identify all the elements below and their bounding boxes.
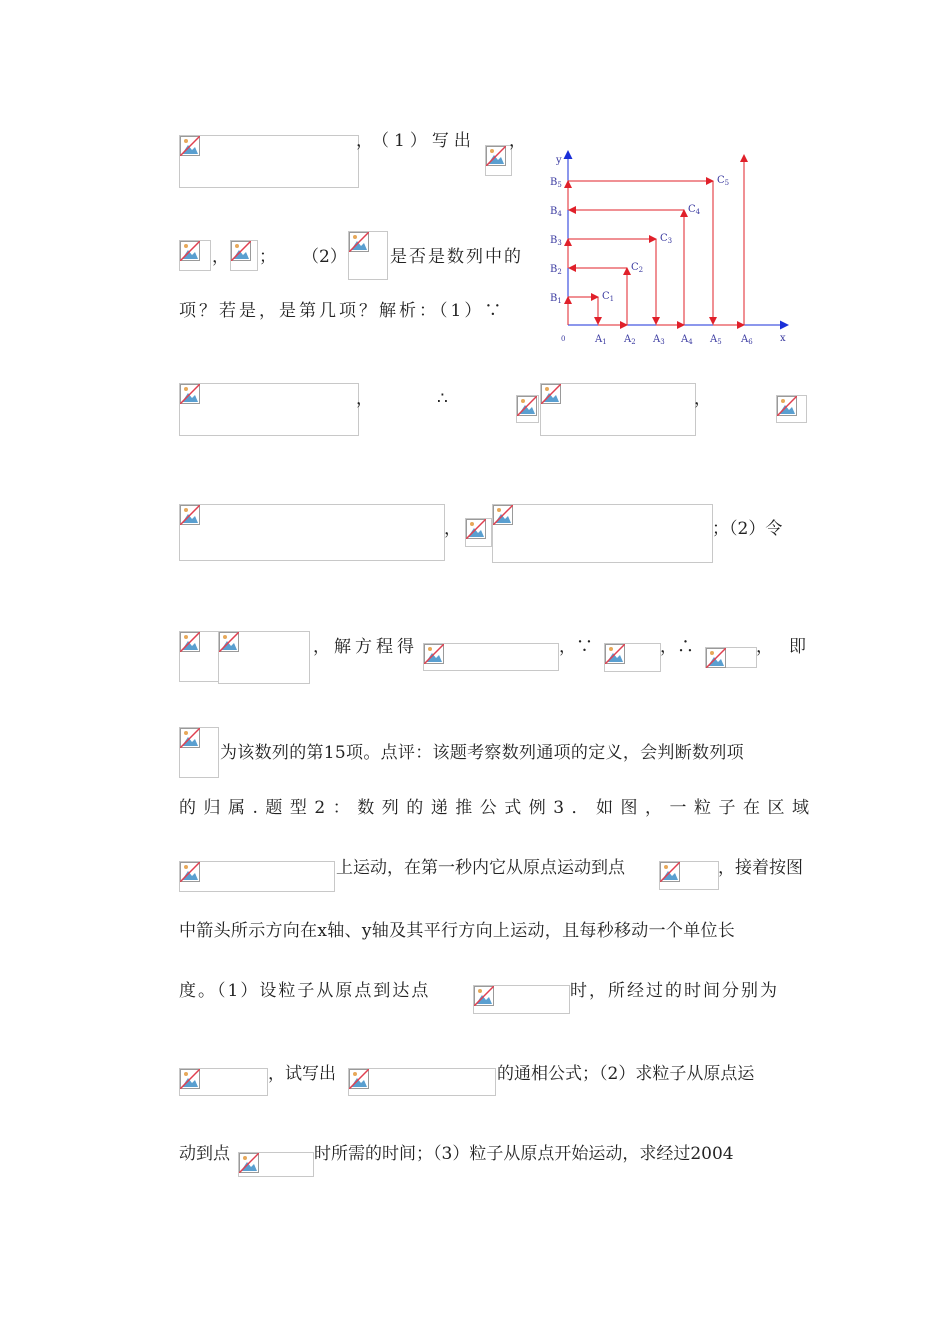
formula-image — [230, 240, 258, 271]
formula-image — [179, 383, 359, 436]
a-point-label: $A_5$ — [710, 334, 722, 346]
punctuation: ， — [356, 389, 373, 409]
a-point-label: $A_2$ — [624, 334, 636, 346]
formula-image — [179, 240, 211, 271]
b-point-label: $B_4$ — [550, 206, 562, 218]
text-segment: 即 — [789, 637, 806, 657]
formula-image — [659, 861, 719, 890]
formula-image — [485, 145, 512, 176]
because-symbol: ，∵ — [559, 637, 593, 657]
formula-image — [179, 1068, 268, 1096]
formula-image — [516, 395, 539, 423]
text-segment: 的通相公式；（2）求粒子从原点运 — [497, 1064, 755, 1084]
formula-image — [473, 985, 570, 1014]
b-point-label: $B_2$ — [550, 264, 562, 276]
particle-path-figure — [540, 145, 800, 350]
c-point-label: $C_1$ — [602, 291, 615, 303]
formula-image — [705, 647, 757, 668]
formula-image — [179, 861, 335, 892]
a-point-label: $A_1$ — [595, 334, 607, 346]
c-point-label: $C_5$ — [717, 175, 730, 187]
text-segment: 为该数列的第15项。点评：该题考察数列通项的定义，会判断数列项 — [220, 743, 744, 763]
punctuation: ， — [212, 247, 229, 267]
x-axis-label: x — [780, 333, 786, 344]
b-point-label: $B_3$ — [550, 235, 562, 247]
formula-image — [179, 504, 445, 561]
formula-image — [238, 1152, 314, 1177]
c-point-label: $C_2$ — [631, 262, 644, 274]
text-segment: 上运动，在第一秒内它从原点运动到点 — [336, 858, 625, 878]
therefore-symbol: ，∴ — [660, 637, 694, 657]
text-segment: ，试写出 — [268, 1064, 336, 1084]
formula-image — [540, 383, 696, 436]
origin-label: 0 — [561, 335, 566, 343]
c-point-label: $C_4$ — [688, 204, 701, 216]
punctuation: ， — [356, 131, 373, 151]
text-segment: （2） — [302, 247, 347, 267]
text-segment: 时，所经过的时间分别为 — [570, 981, 779, 1001]
formula-image — [492, 504, 713, 563]
a-point-label: $A_6$ — [741, 334, 753, 346]
formula-image — [179, 631, 219, 682]
punctuation: ， — [444, 519, 461, 539]
a-point-label: $A_4$ — [681, 334, 693, 346]
formula-image — [179, 727, 219, 778]
formula-image — [348, 231, 388, 280]
formula-image — [218, 631, 310, 684]
text-segment: 度。（1）设粒子从原点到达点 — [179, 981, 431, 1001]
formula-image — [776, 395, 807, 423]
text-segment: 是否是数列中的 — [390, 247, 523, 267]
b-point-label: $B_1$ — [550, 293, 562, 305]
punctuation: ， — [756, 637, 773, 657]
formula-image — [465, 518, 492, 547]
y-axis-label: y — [556, 155, 562, 166]
formula-image — [604, 643, 661, 672]
text-segment: 时所需的时间；（3）粒子从原点开始运动，求经过2004 — [314, 1144, 734, 1164]
c-point-label: $C_3$ — [660, 233, 673, 245]
formula-image — [179, 135, 359, 188]
text-segment: ；（2）令 — [712, 519, 783, 539]
text-segment: ，接着按图 — [718, 858, 803, 878]
formula-image — [423, 643, 559, 671]
therefore-symbol: ∴ — [437, 389, 448, 409]
punctuation: ； — [259, 247, 276, 267]
text-segment: （1）写出 — [372, 131, 476, 151]
text-segment: 的归属.题型2：数列的递推公式例3．如图，一粒子在区域 — [179, 798, 817, 818]
text-segment: 动到点 — [179, 1144, 230, 1164]
punctuation: ， — [694, 389, 711, 409]
b-point-label: $B_5$ — [550, 177, 562, 189]
text-segment: 中箭头所示方向在x轴、y轴及其平行方向上运动，且每秒移动一个单位长 — [179, 921, 736, 941]
text-segment: 项？若是，是第几项？解析：（1）∵ — [179, 301, 505, 321]
text-segment: ，解方程得 — [313, 637, 418, 657]
a-point-label: $A_3$ — [653, 334, 665, 346]
formula-image — [348, 1068, 496, 1096]
punctuation: ， — [509, 131, 526, 151]
